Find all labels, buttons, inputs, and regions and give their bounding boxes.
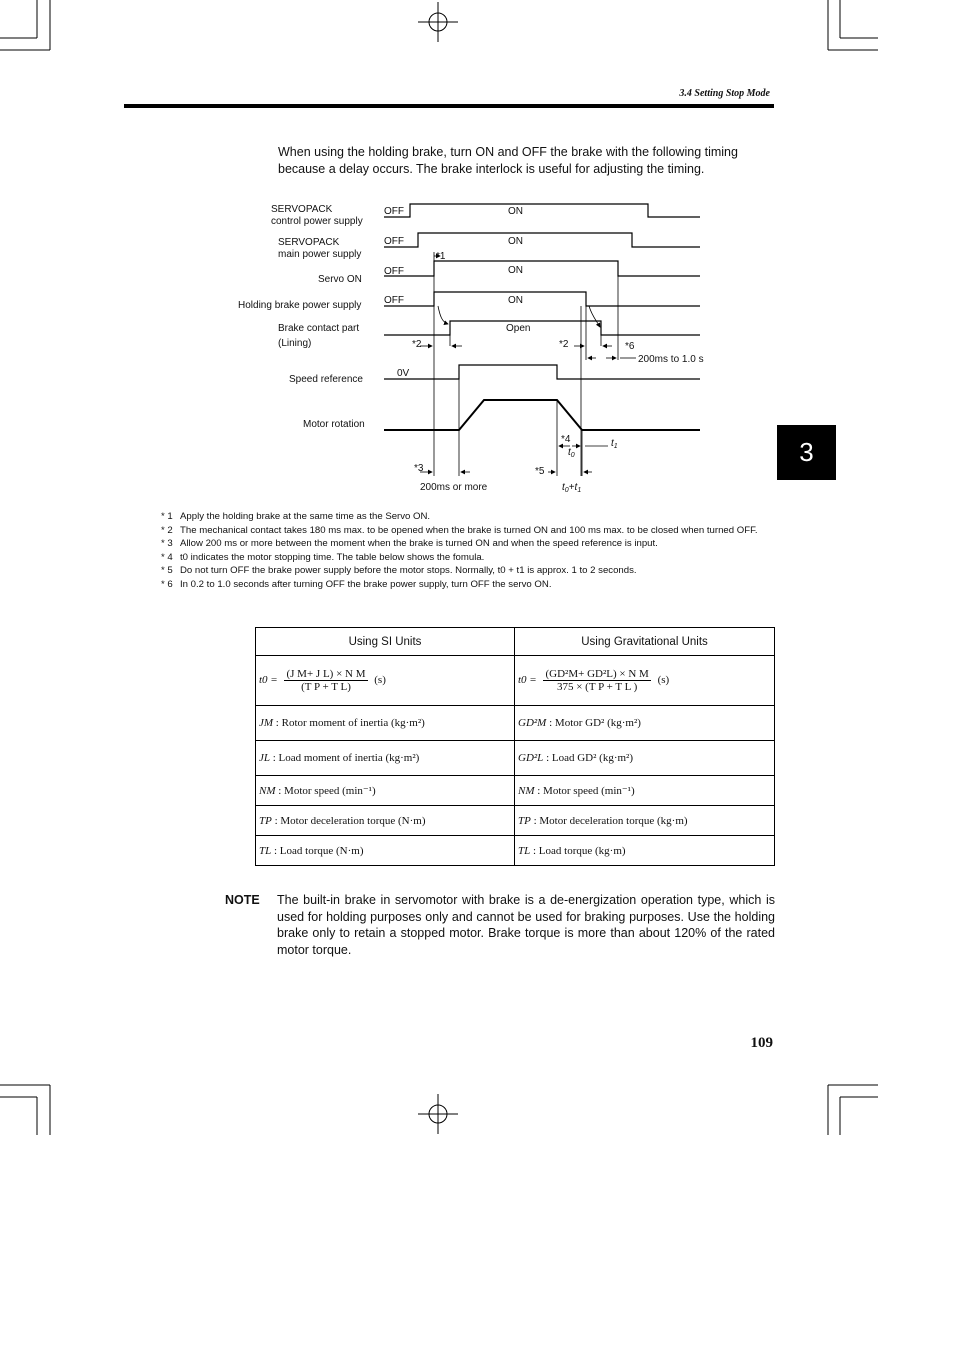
table-row: TL : Load torque (N·m) [256,836,515,866]
wave-brake-power [384,292,700,306]
wave-main-power [384,233,700,247]
mark-2b: *2 [559,339,569,350]
footnote-1: * 1 Apply the holding brake at the same time as the Servo ON. [161,511,431,522]
signal-label-main-power-2: main power supply [278,249,362,260]
table-row: JL : Load moment of inertia (kg·m²) [256,741,515,776]
state-on-4: ON [508,295,523,306]
wave-servo-on [384,261,700,276]
state-off-2: OFF [384,236,404,247]
mark-6: *6 [625,341,635,352]
note-label: NOTE [225,893,260,907]
table-row: GD²L : Load GD² (kg·m²) [515,741,775,776]
range-6: 200ms to 1.0 s [638,354,704,365]
wave-brake-contact [384,321,700,335]
signal-label-motor-rotation: Motor rotation [303,419,365,430]
range-3: 200ms or more [420,482,488,493]
mark-3: *3 [414,463,424,474]
signal-label-brake-contact-2: (Lining) [278,338,312,349]
grav-formula: t0 = $\frac{\text{(GD²M+ GD²L) × N M}}{\text{375 × (T P + T L )}}$ (s) [515,656,775,706]
mark-1: *1 [436,251,446,262]
state-on-1: ON [508,206,523,217]
header-gravitational-units: Using Gravitational Units [515,628,775,656]
state-on-3: ON [508,265,523,276]
intro-paragraph: When using the holding brake, turn ON and OFF the brake with the following timing because a delay occurs. The brake interlock is useful for adjusting the timing. [278,145,738,176]
footnote-5: * 5 Do not turn OFF the brake power supply before the motor stops. Normally, t0 + t1 is approx. 1 to 2 seconds. [161,565,637,576]
state-on-2: ON [508,236,523,247]
table-row: GD²M : Motor GD² (kg·m²) [515,706,775,741]
si-formula: t0 = $\frac{\text{(J M+ J L) × N M}}{\text{(T P + T L)}}$ (s) [256,656,515,706]
header-rule [124,104,774,108]
chapter-tab: 3 [777,425,836,480]
mark-5: *5 [535,466,545,477]
state-open: Open [506,323,531,334]
wave-motor-rotation [384,400,700,430]
footnote-3: * 3 Allow 200 ms or more between the moment when the brake is turned ON and when the speed reference is input. [161,538,658,549]
signal-label-control-power-2: control power supply [271,216,363,227]
state-off-1: OFF [384,206,404,217]
table-row: NM : Motor speed (min⁻¹) [515,776,775,806]
table-row: TP : Motor deceleration torque (kg·m) [515,806,775,836]
footnotes [161,510,781,591]
signal-label-control-power: SERVOPACK [271,204,333,215]
table-row: JM : Rotor moment of inertia (kg·m²) [256,706,515,741]
label-t0-plus-t1: $t_0+t_1$ [562,482,582,494]
state-off-3: OFF [384,266,404,277]
label-t0-a: $t_0$ [568,447,575,459]
table-row: TP : Motor deceleration torque (N·m) [256,806,515,836]
running-header: 3.4 Setting Stop Mode [679,88,770,99]
signal-label-brake-power: Holding brake power supply [238,300,362,311]
wave-control-power [384,204,700,217]
label-t1: $t_1$ [611,438,618,450]
table-row: NM : Motor speed (min⁻¹) [256,776,515,806]
stopping-time-table [255,627,775,866]
state-off-4: OFF [384,295,404,306]
mark-4: *4 [561,434,571,445]
signal-label-speed-ref: Speed reference [289,374,363,385]
state-0v: 0V [397,368,410,379]
signal-label-main-power: SERVOPACK [278,237,340,248]
footnote-6: * 6 In 0.2 to 1.0 seconds after turning OFF the brake power supply, turn OFF the servo ON. [161,578,552,590]
mark-2a: *2 [412,339,422,350]
signal-label-servo-on: Servo ON [318,274,362,285]
signal-label-brake-contact: Brake contact part [278,323,360,334]
page-number: 109 [750,1035,773,1051]
header-si-units: Using SI Units [256,628,515,656]
footnote-2: * 2 The mechanical contact takes 180 ms max. to be opened when the brake is turned ON and 100 ms max. to be closed when turned OFF. [161,524,758,536]
table-row: TL : Load torque (kg·m) [515,836,775,866]
wave-speed-ref [384,365,700,379]
note-text: The built-in brake in servomotor with brake is a de-energization operation type, which is used for holding purposes only and cannot be used for braking purposes. Use the holding brake only to retain a stopped motor. Brake torque is more than about 120% of the rated motor torque. [277,893,775,957]
footnote-4: * 4 t0 indicates the motor stopping time. The table below shows the fomula. [161,551,485,563]
brake-timing-diagram [0,190,954,500]
